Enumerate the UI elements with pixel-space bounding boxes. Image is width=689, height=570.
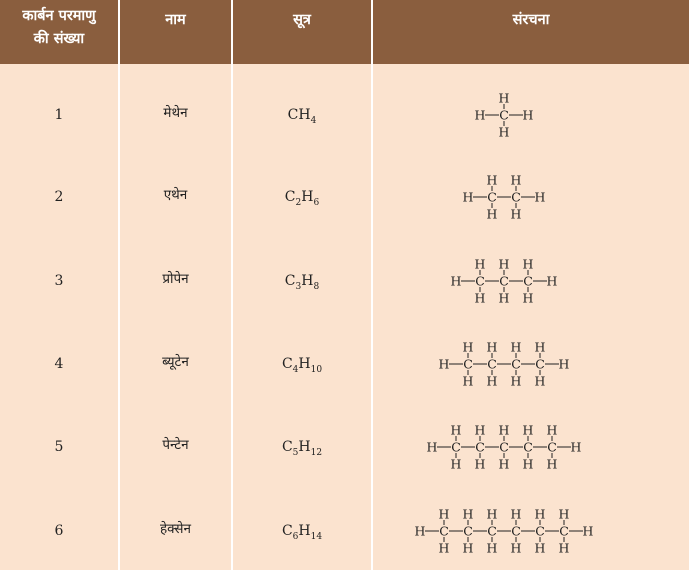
hydrogen-atom: H	[486, 506, 498, 522]
formula-csub: 4	[292, 364, 299, 375]
hydrogen-atom: H	[498, 290, 510, 306]
hydrogen-atom: H	[510, 339, 522, 355]
carbon-atom: C	[535, 523, 545, 539]
hydrogen-atom: H	[498, 256, 510, 272]
header-name: नाम	[120, 0, 231, 64]
hydrogen-atom: H	[450, 456, 462, 472]
hydrogen-atom: H	[486, 172, 498, 188]
hydrogen-atom: H	[522, 456, 534, 472]
hydrogen-atom: H	[558, 540, 570, 556]
hydrogen-atom: H	[546, 456, 558, 472]
carbon-atom-count: 2	[54, 189, 64, 205]
hydrogen-atom: H	[510, 373, 522, 389]
hydrogen-atom: H	[510, 172, 522, 188]
hydrogen-atom: H	[570, 439, 582, 455]
hydrogen-atom: H	[534, 373, 546, 389]
column-carbon-atoms	[0, 64, 118, 570]
formula-h: H	[298, 356, 311, 372]
hydrogen-atom: H	[522, 256, 534, 272]
formula-c: C	[281, 356, 293, 372]
formula-c: C	[281, 439, 293, 455]
column-separator	[118, 0, 120, 570]
carbon-atom: C	[511, 356, 521, 372]
hydrogen-atom: H	[522, 422, 534, 438]
hydrogen-atom: H	[462, 189, 474, 205]
alkane-name: एथेन	[163, 187, 188, 203]
formula-c: C	[284, 273, 296, 289]
structural-formula	[465, 85, 543, 145]
hydrogen-atom: H	[486, 339, 498, 355]
hydrogen-atom: H	[582, 523, 594, 539]
formula-c: C	[284, 189, 296, 205]
header-formula: सूत्र	[233, 0, 371, 64]
hydrogen-atom: H	[474, 256, 486, 272]
carbon-atom: C	[511, 189, 521, 205]
carbon-atom: C	[451, 439, 461, 455]
hydrogen-atom: H	[498, 90, 510, 106]
formula-h: H	[298, 523, 311, 539]
alkane-name: पेन्टेन	[162, 437, 189, 453]
formula-csub: 2	[295, 197, 302, 208]
formula-h: H	[298, 439, 311, 455]
header-carbon-atoms	[0, 0, 118, 64]
hydrogen-atom: H	[534, 540, 546, 556]
carbon-atom: C	[511, 523, 521, 539]
molecular-formula	[233, 437, 371, 457]
alkane-name: प्रोपेन	[162, 271, 189, 287]
carbon-atom-count: 3	[54, 273, 64, 289]
carbon-atom: C	[499, 107, 509, 123]
molecular-formula	[233, 271, 371, 291]
hydrogen-atom: H	[450, 422, 462, 438]
carbon-atom: C	[547, 439, 557, 455]
hydrogen-atom: H	[438, 356, 450, 372]
hydrogen-atom: H	[534, 339, 546, 355]
alkane-name: हेक्सेन	[159, 521, 192, 537]
carbon-atom-count: 4	[54, 356, 64, 372]
hydrogen-atom: H	[462, 506, 474, 522]
carbon-atom: C	[499, 273, 509, 289]
hydrogen-atom: H	[522, 290, 534, 306]
hydrogen-atom: H	[510, 540, 522, 556]
carbon-atom: C	[559, 523, 569, 539]
header-carbon-atoms-line1: कार्बन परमाणु	[22, 8, 96, 24]
hydrogen-atom: H	[534, 506, 546, 522]
molecular-formula	[233, 187, 371, 207]
hydrogen-atom: H	[546, 273, 558, 289]
hydrogen-atom: H	[510, 206, 522, 222]
molecular-formula	[233, 521, 371, 541]
carbon-atom: C	[523, 439, 533, 455]
column-separator	[371, 0, 373, 570]
structural-formula	[453, 167, 555, 227]
column-formula	[233, 64, 371, 570]
hydrogen-atom: H	[486, 540, 498, 556]
formula-hsub: 14	[310, 531, 323, 542]
hydrogen-atom: H	[498, 422, 510, 438]
hydrogen-atom: H	[462, 540, 474, 556]
carbon-atom: C	[475, 439, 485, 455]
formula-hsub: 10	[310, 364, 323, 375]
formula-c: CH	[287, 107, 311, 123]
hydrogen-atom: H	[474, 422, 486, 438]
structural-formula	[429, 334, 579, 394]
alkane-name: ब्यूटेन	[162, 354, 189, 370]
structural-formula	[441, 251, 567, 311]
hydrogen-atom: H	[462, 373, 474, 389]
hydrogen-atom: H	[450, 273, 462, 289]
hydrogen-atom: H	[558, 506, 570, 522]
formula-h: H	[301, 189, 314, 205]
hydrogen-atom: H	[438, 506, 450, 522]
hydrogen-atom: H	[414, 523, 426, 539]
hydrogen-atom: H	[558, 356, 570, 372]
structural-formula	[405, 501, 603, 561]
carbon-atom: C	[523, 273, 533, 289]
structural-formula	[417, 417, 591, 477]
formula-csub: 6	[292, 531, 299, 542]
hydrogen-atom: H	[474, 107, 486, 123]
hydrogen-atom: H	[474, 290, 486, 306]
formula-hsub: 12	[310, 447, 323, 458]
header-carbon-atoms-line2: की संख्या	[33, 31, 85, 47]
hydrogen-atom: H	[486, 206, 498, 222]
carbon-atom: C	[463, 356, 473, 372]
carbon-atom: C	[487, 356, 497, 372]
header-structure: संरचना	[373, 0, 689, 64]
molecular-formula	[233, 105, 371, 125]
hydrogen-atom: H	[474, 456, 486, 472]
carbon-atom: C	[439, 523, 449, 539]
carbon-atom: C	[499, 439, 509, 455]
hydrogen-atom: H	[438, 540, 450, 556]
hydrogen-atom: H	[498, 124, 510, 140]
column-separator	[231, 0, 233, 570]
hydrogen-atom: H	[510, 506, 522, 522]
hydrogen-atom: H	[486, 373, 498, 389]
alkane-name: मेथेन	[163, 105, 188, 121]
carbon-atom: C	[475, 273, 485, 289]
carbon-atom: C	[463, 523, 473, 539]
hydrogen-atom: H	[462, 339, 474, 355]
formula-hsub: 8	[313, 281, 320, 292]
formula-csub: 3	[295, 281, 302, 292]
carbon-atom: C	[487, 523, 497, 539]
hydrogen-atom: H	[426, 439, 438, 455]
column-name	[120, 64, 231, 570]
carbon-atom: C	[487, 189, 497, 205]
carbon-atom-count: 6	[54, 523, 64, 539]
carbon-atom-count: 5	[54, 439, 64, 455]
formula-hsub: 6	[313, 197, 320, 208]
hydrogen-atom: H	[498, 456, 510, 472]
hydrogen-atom: H	[546, 422, 558, 438]
formula-hsub: 4	[310, 115, 317, 126]
carbon-atom: C	[535, 356, 545, 372]
carbon-atom-count: 1	[54, 107, 64, 123]
molecular-formula	[233, 354, 371, 374]
formula-h: H	[301, 273, 314, 289]
hydrogen-atom: H	[522, 107, 534, 123]
formula-csub: 5	[292, 447, 299, 458]
hydrogen-atom: H	[534, 189, 546, 205]
formula-c: C	[281, 523, 293, 539]
